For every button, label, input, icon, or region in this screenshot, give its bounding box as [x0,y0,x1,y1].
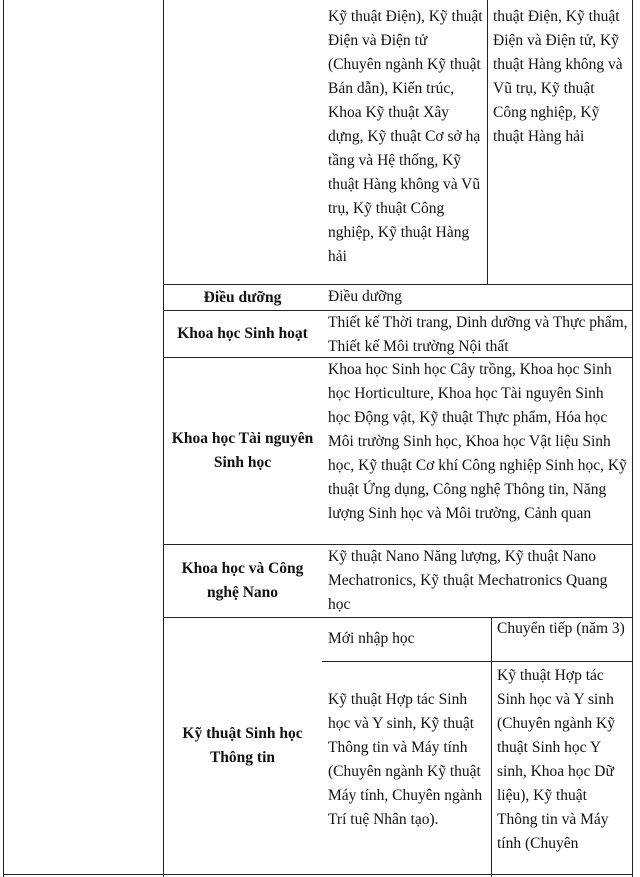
programs-bio-info-transfer: Kỹ thuật Hợp tác Sinh học và Y sinh (Chuyên ngành Kỹ thuật Sinh học Y sinh, Khoa học Dữ liệu), Kỹ thuật Thông tin và Máy tính (Chuyên [497,667,615,852]
programs-bioresources: Khoa học Sinh học Cây trồng, Khoa học Sinh học Horticulture, Khoa học Tài nguyên Sinh học Động vật, Kỹ thuật Thực phẩm, Hóa học Môi trường Sinh học, Khoa học Vật liệu Sinh học, Kỹ thuật Cơ khí Công nghiệp Sinh học, Kỹ thuật Ứng dụng, Công nghệ Thông tin, Năng lượng Sinh học và Môi trường, Cảnh quan [328,361,627,522]
row1-programs-transfer: thuật Điện, Kỹ thuật Điện và Điện tử, Kỹ thuật Hàng không và Vũ trụ, Kỹ thuật Công nghiệp, Kỹ thuật Hàng hải [493,8,623,145]
faculty-human-ecology: Khoa học Sinh hoạt [177,325,308,342]
row1-programs-new: Kỹ thuật Điện), Kỹ thuật Điện và Điện tử (Chuyên ngành Kỹ thuật Bán dẫn), Kiến trúc, Khoa Kỹ thuật Xây dựng, Kỹ thuật Cơ sở hạ tầng và Hệ thống, Kỹ thuật Hàng không và Vũ trụ, Kỹ thuật Công nghiệp, Kỹ thuật Hàng hải [328,8,483,265]
faculty-nanoscience: Khoa học và Công nghệ Nano [181,560,304,601]
programs-bio-info-new: Kỹ thuật Hợp tác Sinh học và Y sinh, Kỹ thuật Thông tin và Máy tính (Chuyên ngành Kỹ thuật Máy tính, Chuyên ngành Trí tuệ Nhân tạo). [328,691,483,828]
table-border-right [632,0,633,877]
table-border-bottom [3,874,633,875]
faculty-bioresources: Khoa học Tài nguyên Sinh học [171,430,314,471]
faculty-nursing: Điều dưỡng [203,288,282,306]
table-border-left [3,0,4,877]
header-new-admission: Mới nhập học [328,630,415,647]
programs-human-ecology: Thiết kế Thời trang, Dinh dưỡng và Thực phẩm, Thiết kế Môi trường Nội thất [328,314,628,355]
programs-nanoscience: Kỹ thuật Nano Năng lượng, Kỹ thuật Nano Mechatronics, Kỹ thuật Mechatronics Quang học [328,548,608,613]
programs-nursing: Điều dưỡng [328,288,402,305]
header-transfer: Chuyển tiếp (năm 3) [497,620,625,637]
faculty-bio-info-engineering: Kỹ thuật Sinh học Thông tin [182,725,303,766]
